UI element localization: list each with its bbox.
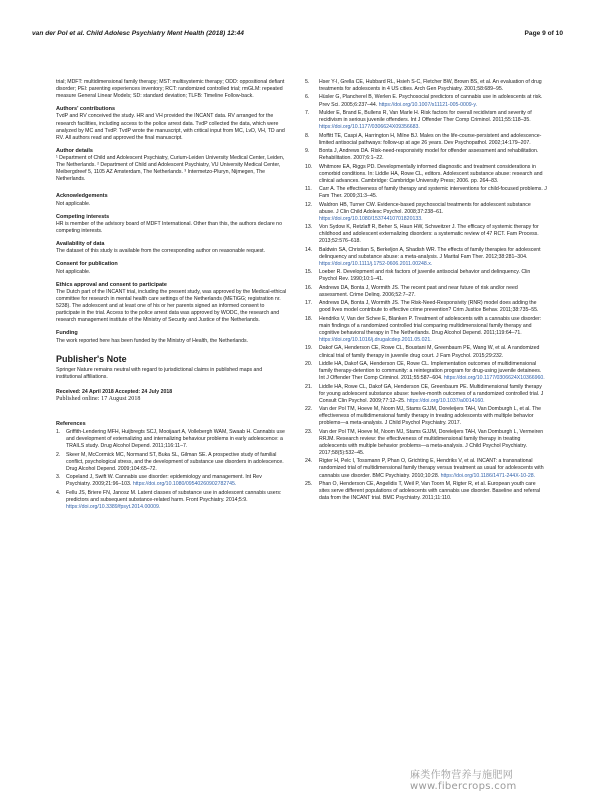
reference-text: Hendriks V, Van der Schee E, Blanken P. Treatment of adolescents with a cannabis use disorder: main findings of a randomized controlled trial comparing multidimensional family therapy and cognitive behavioral therapy in The Netherlands. Drug Alcohol Depend. 2011;119:64–71.: [319, 315, 542, 336]
section-text: ¹ Department of Child and Adolescent Psychiatry, Curium-Leiden University Medical Center, Leiden, The Netherlands. ² Department of Child and Adolescent Psychiatry, VU University Medical Center, Meibergdreef 5, 1105 AZ Amsterdam, The Netherlands. ³ Intermetzo-Pluryn, Nijmegen, The Netherlands.: [56, 155, 285, 183]
section-acknowledgements: [56, 193, 288, 207]
reference-list: [305, 79, 547, 502]
reference-number: 18.: [305, 315, 313, 322]
reference-number: 2.: [56, 451, 61, 458]
section-funding: [56, 330, 288, 344]
reference-text: Whitmore EA, Riggs PD. Developmentally informed diagnostic and treatment considerations in comorbid conditions. In: Liddle HA, Rowe CL, editors. Adolescent substance abuse: research and clinical advances. Cambridge: Cambridge University Press; 2006. pp. 264–83.: [319, 163, 543, 184]
reference-text: Copeland J, Swift W. Cannabis use disorder: epidemiology and management. Int Rev Psychiatry. 2009;21:96–103.: [66, 474, 262, 488]
reference-text: Fellu JS, Briere FN, Janosz M. Latent classes of substance use in adolescent cannabis users: predictors and subsequent substance-related harm. Front Psychiatry. 2014;5:9.: [66, 489, 282, 503]
site-watermark: 麻类作物营养与施肥网 www.fibercrops.com: [410, 770, 517, 792]
section-text: Not applicable.: [56, 268, 91, 275]
section-authors-contributions: [56, 106, 288, 142]
reference-number: 23.: [305, 428, 313, 435]
running-header: [32, 30, 563, 42]
section-heading: Funding: [56, 330, 78, 337]
reference-text: Bonta J, Andrews DA. Risk-need-responsivity model for offender assessment and rehabilitation. Rehabilitation. 2007;6:1–22.: [319, 148, 539, 162]
section-heading: Acknowledgements: [56, 193, 108, 200]
section-author-details: [56, 148, 288, 184]
reference-item: [56, 429, 288, 450]
reference-item: [305, 406, 547, 427]
doi-link[interactable]: https://doi.org/10.3389/fpsyt.2014.00009.: [66, 503, 161, 510]
reference-item: [305, 224, 547, 245]
reference-number: 7.: [305, 109, 310, 116]
reference-text: Loeber R. Development and risk factors of juvenile antisocial behavior and delinquency. Clin Psychol Rev. 1990;10:1–41.: [319, 269, 531, 283]
reference-item: [305, 133, 547, 147]
reference-text: Andrews DA, Bonta J, Wormith JS. The Risk-Need-Responsivity (RNR) model does adding the good lives model contribute to effective crime prevention? Crim Justice Behav. 2011;38:735–55.: [319, 300, 539, 314]
section-ethics-approval: [56, 282, 288, 325]
section-heading: Availability of data: [56, 241, 105, 248]
reference-item: [305, 345, 547, 359]
reference-number: 13.: [305, 224, 313, 231]
reference-item: [305, 94, 547, 108]
reference-text: Liddle HA, Rowe CL, Dakof GA, Henderson CE, Greenbaum PE. Multidimensional family therapy for young adolescent substance abuse: twelve-month outcomes of a randomized controlled trial. J Consult Clin Psychol. 2009;77:12–25.: [319, 383, 544, 404]
reference-item: [305, 186, 547, 200]
reference-item: [305, 79, 547, 93]
reference-text: Moffitt TE, Caspi A, Harrington H, Milne BJ. Males on the life-course-persistent and adolescence-limited antisocial pathways: follow-up at age 26 years. Dev Psychopathol. 2002;14:179–207.: [319, 132, 542, 146]
reference-text: Andrews DA, Bonta J, Wormith JS. The recent past and near future of risk and/or need assessment. Crime Delinq. 2006;52:7–27.: [319, 284, 518, 298]
references: [56, 421, 288, 511]
reference-number: 11.: [305, 186, 312, 193]
abbreviations-continued: trial; MDFT: multidimensional family therapy; MST: multisystemic therapy; ODD: oppositional defiant disorder; PEI: parenting experiences inventory; RCT: randomized controlled trial; rmGLM: repeated measure General Linear Models; SD: standard deviation; TLFB: Timeline Follow-back.: [56, 79, 285, 100]
page-number: Page 9 of 10: [524, 30, 563, 37]
reference-number: 5.: [305, 79, 310, 85]
reference-number: 9.: [305, 148, 310, 155]
doi-link[interactable]: https://doi.org/10.1080/09540260902782745.: [132, 481, 237, 488]
doi-link[interactable]: https://doi.org/10.1111/j.1752-0606.2011.00248.x.: [319, 260, 433, 267]
reference-number: 1.: [56, 429, 61, 436]
reference-number: 20.: [305, 360, 313, 367]
reference-number: 6.: [305, 94, 310, 101]
publishers-note-text: Springer Nature remains neutral with regard to jurisdictional claims in published maps and institutional affiliations.: [56, 366, 263, 380]
doi-link[interactable]: https://doi.org/10.1177/0306624X09356683.: [319, 124, 420, 131]
reference-number: 4.: [56, 489, 61, 496]
publishers-note-heading: Publisher's Note: [56, 353, 127, 364]
reference-text: Rigter H, Pelc I, Tossmann P, Phan O, Grichting E, Hendriks V, et al. INCANT: a transnational randomized trial of multidimensional family therapy versus treatment as usual for adolescents with cannabis use disorder. BMC Psychiatry. 2010;10:28.: [319, 458, 544, 479]
reference-item: [305, 285, 547, 299]
reference-item: [305, 481, 547, 502]
declarations: [56, 106, 288, 344]
reference-item: [305, 361, 547, 382]
section-heading: Consent for publication: [56, 261, 118, 268]
doi-link[interactable]: https://doi.org/10.1007/s11121-005-0009-y.: [378, 101, 478, 108]
reference-item: [305, 247, 547, 268]
reference-number: 24.: [305, 458, 313, 465]
reference-item: [56, 452, 288, 473]
section-competing-interests: [56, 214, 288, 235]
reference-text: Waldron HB, Turner CW. Evidence-based psychosocial treatments for adolescent substance abuse. J Clin Child Adolesc Psychol. 2008;37:238–61.: [319, 201, 531, 215]
reference-number: 21.: [305, 383, 313, 390]
reference-number: 15.: [305, 269, 313, 276]
reference-text: Hser Y-I, Grella CE, Hubbard RL, Hsieh S-C, Fletcher BW, Brown BS, et al. An evaluation of drug treatments for adolescents in 4 US cities. Arch Gen Psychiatry. 2001;58:689–95.: [319, 79, 542, 93]
reference-item: [305, 429, 547, 457]
reference-number: 19.: [305, 345, 313, 352]
reference-item: [305, 300, 547, 314]
reference-item: [56, 490, 288, 511]
reference-text: Liddle HA, Dakof GA, Henderson CE, Rowe CL. Implementation outcomes of multidimensional family therapy-detention to community: a reintegration program for drug-using juvenile detainees. Int J Offender Ther Comp Criminol. 2011;55:587–604.: [319, 360, 542, 382]
reference-text: Skeer M, McCormick MC, Normand ST, Buka SL, Gilman SE. A prospective study of familial conflict, psychological stress, and the development of substance use disorders in adolescence. Drug Alcohol Depend. 2009;104:65–72.: [66, 451, 284, 472]
reference-item: [305, 269, 547, 283]
reference-number: 8.: [305, 132, 310, 139]
reference-text: Mulder E, Brand E, Bullens R, Van Marle H. Risk factors for overall recidivism and severity of recidivism in serious juvenile offenders. Int J Offender Ther Comp Criminol. 2011;55:118–35.: [319, 109, 532, 124]
reference-item: [305, 148, 547, 162]
section-heading: Competing interests: [56, 213, 110, 220]
reference-item: [56, 474, 288, 488]
reference-text: Griffith-Lendering MFH, Huijbregts SCJ, Mooijaart A, Vollebergh WAM, Swaab H. Cannabis use and development of externalizing and internalizing behaviour problems in early adolescence: a TRAILS study. Drug Alcohol Depend. 2011;116:11–7.: [66, 429, 285, 450]
left-column: [56, 79, 288, 512]
reference-number: 25.: [305, 480, 313, 487]
section-text: HR is member of the advisory board of MDFT International. Other than this, the authors declare no competing interests.: [56, 220, 282, 235]
doi-link[interactable]: https://doi.org/10.1177/0306624X10366960.: [443, 375, 545, 382]
reference-item: [305, 458, 547, 479]
published-date: Published online: 17 August 2018: [56, 395, 141, 402]
reference-text: Hüsler G, Plancherel B, Werlen E. Psychosocial predictors of cannabis use in adolescents at risk. Prev Sci. 2005;6:237–44.: [319, 94, 543, 108]
reference-item: [305, 202, 547, 223]
reference-text: Phan O, Henderson CE, Angelidis T, Weil P, Van Toorn M, Rigter R, et al. European youth care sites serve different populations of adolescents with cannabis use disorder. Baseline and referral data from the INCANT trial. BMC Psychiatry. 2011;11:110.: [319, 480, 541, 502]
section-availability-of-data: [56, 241, 288, 255]
doi-link[interactable]: https://doi.org/10.1186/1471-244X-10-28.: [440, 472, 536, 479]
reference-number: 10.: [305, 163, 313, 170]
reference-number: 12.: [305, 201, 313, 208]
section-consent-for-publication: [56, 261, 288, 275]
reference-number: 14.: [305, 246, 313, 253]
section-text: TvdP and RV conceived the study. HR and VH provided the INCANT data. RV arranged for the research facilities, including access to the police arrest data. TvdP collected the data, which were analyzed by MC and TvdP. TvdP wrote the manuscript, with critical input from MC, LvD, VH, TD and RV. All authors read and approved the final manuscript.: [56, 113, 285, 141]
reference-item: [305, 316, 547, 344]
reference-item: [305, 164, 547, 185]
reference-number: 22.: [305, 406, 313, 413]
reference-number: 3.: [56, 474, 61, 481]
section-text: Not applicable.: [56, 200, 91, 207]
reference-item: [305, 384, 547, 405]
section-heading: Ethics approval and consent to participate: [56, 281, 167, 288]
doi-link[interactable]: https://doi.org/10.1037/a0014160.: [406, 397, 485, 404]
reference-text: Van der Pol TM, Hoeve M, Noom MJ, Stams GJJM, Doreleijers TAH, Van Domburgh L, Vermeiren RRJM. Research review: the effectiveness of multidimensional family therapy in treating adolescents with multiple behavior problems—a meta-analysis. J Child Psychol Psychiatry. 2017;58(5):532–45.: [319, 428, 544, 456]
section-text: The work reported here has been funded by the Ministry of Health, the Netherlands.: [56, 337, 249, 344]
journal-citation: van der Pol et al. Child Adolesc Psychiatry Ment Health (2018) 12:44: [32, 30, 244, 37]
reference-text: Van der Pol TM, Hoeve M, Noom MJ, Stams GJJM, Doreleijers TAH, Van Domburgh L, et al. The effectiveness of multidimensional family therapy in treating adolescents with multiple behavior problems—a meta-analysis. J Child Psychol Psychiatry. 2017.: [319, 406, 541, 427]
doi-link[interactable]: https://doi.org/10.1080/15374410701820133.: [319, 215, 423, 222]
reference-text: Dakof GA, Henderson CE, Rowe CL, Boustani M, Greenbaum PE, Wang W, et al. A randomized clinical trial of family therapy in juvenile drug court. J Fam Psychol. 2015;29:232.: [319, 345, 540, 359]
right-column: [305, 79, 547, 503]
section-heading: Author details: [56, 147, 93, 154]
reference-list: [56, 429, 288, 511]
reference-item: [305, 110, 547, 131]
doi-link[interactable]: https://doi.org/10.1016/j.drugalcdep.2011.05.021.: [319, 337, 432, 344]
reference-number: 16.: [305, 284, 313, 291]
received-accepted-dates: Received: 24 April 2018 Accepted: 24 July 2018: [56, 388, 173, 395]
reference-text: Carr A. The effectiveness of family therapy and systemic interventions for child-focused problems. J Fam Ther. 2009;31:3–45.: [319, 186, 547, 200]
reference-text: Von Sydow K, Retzlaff R, Beher S, Haun HW, Schweitzer J. The efficacy of systemic therapy for childhood and adolescent externalizing disorders: a systematic review of 47 RCT. Fam Process. 2013;52:576–618.: [319, 224, 539, 245]
publishers-note: [56, 354, 288, 381]
reference-text: Baldwin SA, Christian S, Berkeljon A, Shadish WR. The effects of family therapies for adolescent delinquency and substance abuse: a meta-analysis. J Marital Fam Ther. 2012;38:281–304.: [319, 246, 541, 260]
section-heading: Authors' contributions: [56, 106, 116, 113]
section-text: The Dutch part of the INCANT trial, including the present study, was approved by the Medical-ethical committee for research in mental health care settings of the Netherlands (METiGG; registration nr. 5238). The adolescent and at least one of his or her parents signed an informed consent to participate in the trial. Access to the police arrest data was approved by WODC, the research and research management institute of the Ministry of Security and Justice of the Netherlands.: [56, 288, 287, 324]
references-heading: References: [56, 421, 86, 428]
reference-number: 17.: [305, 300, 313, 307]
section-text: The dataset of this study is available from the corresponding author on reasonable request.: [56, 248, 266, 255]
